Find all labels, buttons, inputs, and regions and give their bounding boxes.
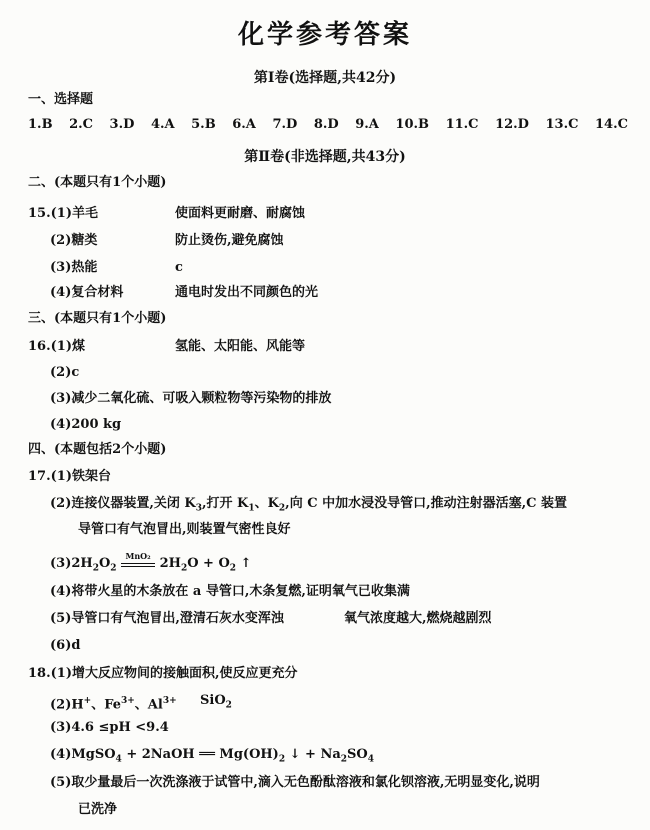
q18-2-ions <box>50 692 177 714</box>
q17-5-part1: (5)导管口有气泡冒出,澄清石灰水变浑浊 <box>50 611 284 626</box>
subscript: 2 <box>278 503 286 514</box>
q17-6: (6)d <box>50 638 81 653</box>
q15-1-label: 15.(1)羊毛 <box>28 206 98 221</box>
q15-3-label: (3)热能 <box>50 260 98 275</box>
q16-3: (3)减少二氧化硫、可吸入颗粒物等污染物的排放 <box>50 391 332 406</box>
catalyst-label: MnO₂ <box>125 551 151 561</box>
q16-2: (2)c <box>50 365 80 380</box>
text: 2H <box>159 556 181 571</box>
q18-3: (3)4.6 ≤pH <9.4 <box>50 720 169 735</box>
text: O + O <box>187 556 230 571</box>
text: ,打开 K <box>201 496 249 511</box>
part2-heading: 第Ⅱ卷(非选择题,共43分) <box>244 149 406 165</box>
subscript: 3 <box>195 503 202 514</box>
answer-item: 3.D <box>109 117 135 132</box>
answer-item: 1.B <box>28 117 53 132</box>
answer-item: 10.B <box>395 117 430 132</box>
q15-1-answer: 使面料更耐磨、耐腐蚀 <box>175 206 306 221</box>
text: SiO <box>200 693 226 708</box>
section-2-heading: 二、(本题只有1个小题) <box>28 175 167 190</box>
q15-4-label: (4)复合材料 <box>50 285 124 300</box>
answer-item: 2.C <box>69 117 94 132</box>
answer-item: 4.A <box>150 117 175 132</box>
answer-item: 5.B <box>191 117 216 132</box>
superscript: + <box>83 696 92 706</box>
text: (2)连接仪器装置,关闭 K <box>50 496 196 511</box>
text: (2)H <box>50 697 84 713</box>
text: ,向 C 中加水浸没导管口,推动注射器活塞,C 装置 <box>285 496 568 511</box>
q17-2-line1 <box>50 495 567 518</box>
text: ↓ + Na <box>285 747 341 762</box>
q15-4-answer: 通电时发出不同颜色的光 <box>175 285 319 300</box>
subscript: 2 <box>229 563 237 574</box>
reaction-arrow <box>121 551 155 567</box>
subscript: 1 <box>248 503 255 514</box>
subscript: 2 <box>340 754 348 765</box>
answer-item: 7.D <box>272 117 298 132</box>
text: 、Al <box>134 697 163 713</box>
q17-3-equation <box>50 551 252 578</box>
subscript: 4 <box>115 754 122 765</box>
answer-item: 13.C <box>545 117 579 132</box>
q18-2-sio2 <box>200 692 232 715</box>
text: O <box>98 556 111 571</box>
answer-item: 12.D <box>495 117 529 132</box>
up-arrow: ↑ <box>236 556 252 571</box>
q15-3-answer: c <box>175 260 183 275</box>
subscript: 2 <box>180 563 188 574</box>
text: SO <box>347 747 368 762</box>
section-1-heading: 一、选择题 <box>28 92 94 107</box>
q18-5-line2: 已洗净 <box>78 802 118 817</box>
q17-1: 17.(1)铁架台 <box>28 469 111 484</box>
subscript: 2 <box>110 563 117 574</box>
text: Mg(OH) <box>214 747 279 762</box>
q18-5-line1: (5)取少量最后一次洗涤液于试管中,滴入无色酚酞溶液和氯化钡溶液,无明显变化,说明 <box>50 775 540 790</box>
answer-item: 9.A <box>355 117 379 132</box>
q16-4: (4)200 kg <box>50 417 122 432</box>
text: + 2NaOH <box>121 747 200 762</box>
superscript: 3+ <box>120 696 135 706</box>
q15-2-label: (2)糖类 <box>50 233 98 248</box>
subscript: 2 <box>225 700 232 711</box>
q18-4-equation <box>50 746 374 769</box>
subscript: 2 <box>278 754 286 765</box>
section-3-heading: 三、(本题只有1个小题) <box>28 311 167 326</box>
part1-heading: 第Ⅰ卷(选择题,共42分) <box>253 70 397 86</box>
answer-item: 11.C <box>445 117 479 132</box>
q15-2-answer: 防止烫伤,避免腐蚀 <box>175 233 284 248</box>
q17-2-line2: 导管口有气泡冒出,则装置气密性良好 <box>78 522 291 537</box>
q16-1-label: 16.(1)煤 <box>28 339 85 354</box>
section-4-heading: 四、(本题包括2个小题) <box>28 442 167 457</box>
text: 、K <box>254 496 279 511</box>
answer-item: 14.C <box>594 117 628 132</box>
q17-4: (4)将带火星的木条放在 a 导管口,木条复燃,证明氧气已收集满 <box>50 584 410 599</box>
q18-1: 18.(1)增大反应物间的接触面积,使反应更充分 <box>28 666 298 681</box>
subscript: 4 <box>367 754 375 765</box>
equals-sign: ══ <box>199 747 215 762</box>
choice-answers <box>28 117 628 132</box>
q17-5-part2: 氧气浓度越大,燃烧越剧烈 <box>344 611 492 626</box>
text: (3)2H <box>50 556 93 571</box>
answer-item: 8.D <box>313 117 339 132</box>
text: (4)MgSO <box>50 747 116 762</box>
text: 、Fe <box>91 697 121 713</box>
q16-1-answer: 氢能、太阳能、风能等 <box>175 339 306 354</box>
subscript: 2 <box>92 563 99 574</box>
page-title: 化学参考答案 <box>237 20 412 50</box>
answer-item: 6.A <box>232 117 256 132</box>
superscript: 3+ <box>162 696 177 706</box>
